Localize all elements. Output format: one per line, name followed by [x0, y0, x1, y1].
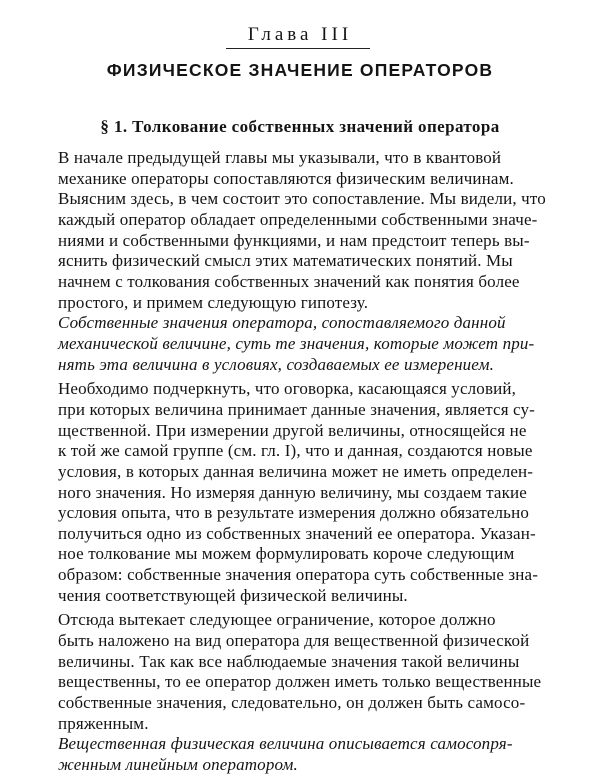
text-line: условия, в которых данная величина может не иметь определен-	[58, 461, 534, 481]
text-line: условия опыта, что в результате измерения должно обязательно	[58, 503, 529, 523]
paragraph-restriction	[29, 610, 581, 734]
text-line: Необходимо подчеркнуть, что оговорка, касающаяся условий,	[58, 379, 517, 399]
text-line: начнем с толкования собственных значений как понятия более	[58, 271, 520, 291]
text-line: Собственные значения оператора, сопоставляемого данной	[58, 313, 506, 333]
text-line: ниями и собственными функциями, и нам предстоит теперь вы-	[58, 230, 530, 250]
body-text	[29, 148, 581, 776]
text-line: механической величине, суть те значения, которые может при-	[58, 333, 535, 353]
text-line: В начале предыдущей главы мы указывали, что в квантовой	[58, 148, 502, 167]
text-line: простого, и примем следующую гипотезу.	[58, 292, 369, 312]
text-line: яснить физический смысл этих математических понятий. Мы	[58, 251, 513, 271]
text-line: образом: собственные значения оператора суть собственные зна-	[58, 565, 539, 585]
text-line: вещественны, то ее оператор должен иметь только вещественные	[58, 672, 542, 692]
text-line: Вещественная физическая величина описывается самосопря-	[58, 734, 513, 754]
text-line: нять эта величина в условиях, создаваемых ее измерением.	[58, 354, 494, 374]
text-line: каждый оператор обладает определенными собственными значе-	[58, 209, 538, 229]
text-line: к той же самой группе (см. гл. I), что и данная, создаются новые	[58, 441, 533, 461]
text-line: пряженным.	[58, 713, 149, 733]
text-line: величины. Так как все наблюдаемые значения такой величины	[58, 651, 520, 671]
text-line: получиться одно из собственных значений ее оператора. Указан-	[58, 523, 536, 543]
chapter-rule	[226, 48, 370, 49]
text-line: быть наложено на вид оператора для вещественной физической	[58, 631, 530, 651]
chapter-title: ФИЗИЧЕСКОЕ ЗНАЧЕНИЕ ОПЕРАТОРОВ	[106, 60, 494, 80]
paragraph-intro	[29, 148, 581, 313]
text-line: женным линейным оператором.	[58, 755, 298, 775]
chapter-label: Глава III	[247, 24, 353, 45]
text-line: Отсюда вытекает следующее ограничение, которое должно	[58, 610, 496, 630]
paragraph-measurement	[29, 379, 581, 606]
text-line: при которых величина принимает данные значения, является су-	[58, 399, 535, 419]
section-title: § 1. Толкование собственных значений оператора	[100, 117, 500, 136]
text-line: собственные значения, следовательно, он должен быть самосо-	[58, 693, 526, 713]
text-line: Выясним здесь, в чем состоит это сопоставление. Мы видели, что	[58, 189, 546, 209]
text-line: ное толкование мы можем формулировать короче следующим	[58, 544, 515, 564]
text-line: механике операторы сопоставляются физическим величинам.	[58, 168, 514, 188]
paragraph-hypothesis	[29, 313, 581, 375]
text-line: ного значения. Но измеряя данную величину, мы создаем такие	[58, 482, 527, 502]
text-line: щественной. При измерении другой величины, относящейся не	[58, 420, 527, 440]
text-line: чения соответствующей физической величины.	[58, 585, 408, 605]
paragraph-conclusion	[29, 734, 581, 775]
